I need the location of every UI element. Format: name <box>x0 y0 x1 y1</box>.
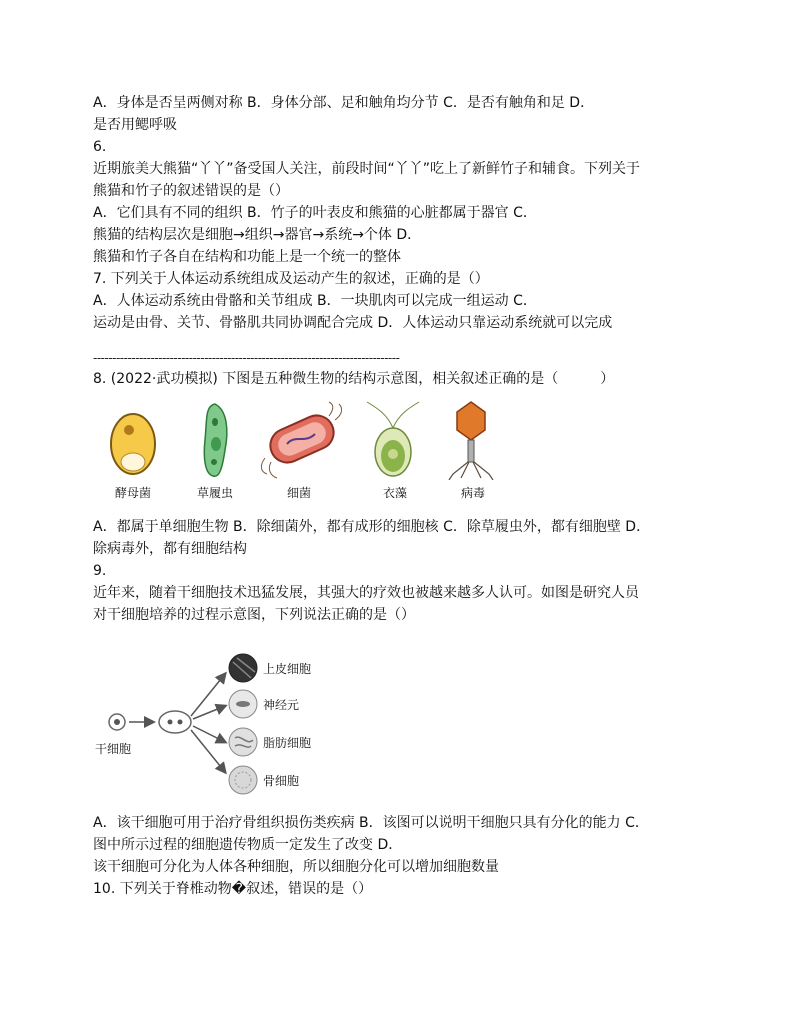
text-line: 6. <box>93 139 107 155</box>
cell-type-label: 神经元 <box>263 698 300 712</box>
cell-type-label: 上皮细胞 <box>263 662 312 676</box>
document-page <box>93 92 713 900</box>
text-line: 近期旅美大熊猫“丫丫”备受国人关注，前段时间“丫丫”吃上了新鲜竹子和辅食。下列关于 <box>93 161 641 177</box>
text-line: 熊猫的结构层次是细胞→组织→器官→系统→个体 D． <box>93 227 422 243</box>
stem-cell-label: 干细胞 <box>95 742 132 756</box>
text-line: 9. <box>93 563 107 579</box>
text-line: 对干细胞培养的过程示意图，下列说法正确的是（） <box>93 607 415 623</box>
microbe-label: 病毒 <box>460 486 485 500</box>
text-line: A．该干细胞可用于治疗骨组织损伤类疾病 B．该图可以说明干细胞只具有分化的能力 C． <box>93 815 649 831</box>
question-block-8-9 <box>93 516 713 626</box>
text-line: 7. 下列关于人体运动系统组成及运动产生的叙述，正确的是（） <box>93 271 489 287</box>
text-line: 该干细胞可分化为人体各种细胞，所以细胞分化可以增加细胞数量 <box>93 859 499 875</box>
text-line: 是否用鳃呼吸 <box>93 117 177 133</box>
cell-type-label: 脂肪细胞 <box>263 736 312 750</box>
microbe-label: 细菌 <box>286 486 311 500</box>
chlamydomonas-illustration <box>353 400 433 484</box>
text-line: 熊猫和竹子的叙述错误的是（） <box>93 183 289 199</box>
text-line: 熊猫和竹子各自在结构和功能上是一个统一的整体 <box>93 249 401 265</box>
text-line: A．都属于单细胞生物 B．除细菌外，都有成形的细胞核 C．除草履虫外，都有细胞壁 D． <box>93 519 651 535</box>
yeast-illustration <box>93 400 173 484</box>
microbe-label: 草履虫 <box>196 486 233 500</box>
text-line: A．身体是否呈两侧对称 B．身体分部、足和触角均分节 C．是否有触角和足 D． <box>93 95 595 111</box>
text-line: 运动是由骨、关节、骨骼肌共同协调配合完成 D．人体运动只靠运动系统就可以完成 <box>93 315 613 331</box>
text-line: A．它们具有不同的组织 B．竹子的叶表皮和熊猫的心脏都属于器官 C． <box>93 205 537 221</box>
virus-illustration <box>431 400 511 484</box>
text-line: A．人体运动系统由骨骼和关节组成 B．一块肌肉可以完成一组运动 C． <box>93 293 537 309</box>
paramecium-illustration <box>175 400 255 484</box>
cell-type-label: 骨细胞 <box>263 774 300 788</box>
text-line: 近年来，随着干细胞技术迅猛发展，其强大的疗效也被越来越多人认可。如图是研究人员 <box>93 585 639 601</box>
text-line: 图中所示过程的细胞遗传物质一定发生了改变 D． <box>93 837 403 853</box>
question-block-9-10 <box>93 812 713 900</box>
microbe-label: 酵母菌 <box>114 486 151 500</box>
microbe-figure <box>93 400 513 508</box>
stem-cell-figure <box>93 642 393 802</box>
question-block-5-7 <box>93 92 713 334</box>
text-line: 除病毒外，都有细胞结构 <box>93 541 247 557</box>
text-line: 10. 下列关于脊椎动物�叙述，错误的是（） <box>93 881 373 897</box>
q8-title: 8. (2022·武功模拟) 下图是五种微生物的结构示意图，相关叙述正确的是（ ） <box>93 371 615 387</box>
separator-line: -------------------------------------------------------------------------------- <box>93 351 400 365</box>
microbe-label: 衣藻 <box>382 486 407 500</box>
bacterium-illustration <box>257 400 337 484</box>
